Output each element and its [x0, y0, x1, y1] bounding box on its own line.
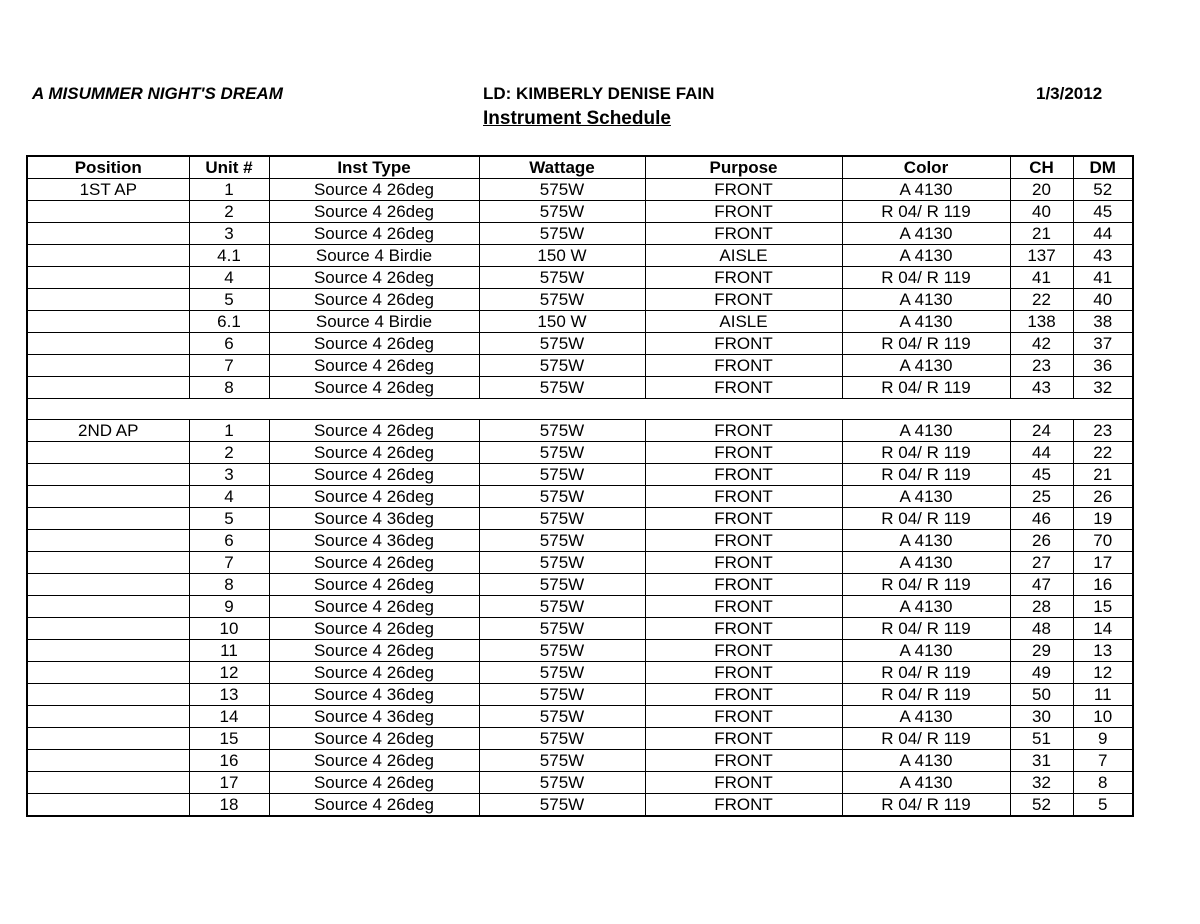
- cell-wattage: 575W: [479, 267, 645, 289]
- cell-purpose: FRONT: [645, 377, 842, 399]
- cell-purpose: FRONT: [645, 223, 842, 245]
- table-row: [27, 750, 1133, 772]
- cell-wattage: 575W: [479, 333, 645, 355]
- cell-wattage: 575W: [479, 355, 645, 377]
- cell-unit: 1: [189, 179, 269, 201]
- cell-purpose: FRONT: [645, 530, 842, 552]
- cell-color: A 4130: [842, 355, 1010, 377]
- cell-inst-type: Source 4 Birdie: [269, 311, 479, 333]
- cell-color: A 4130: [842, 420, 1010, 442]
- cell-inst-type: Source 4 26deg: [269, 552, 479, 574]
- cell-unit: 6: [189, 530, 269, 552]
- cell-ch: 23: [1010, 355, 1073, 377]
- table-row: [27, 464, 1133, 486]
- cell-dm: 21: [1073, 464, 1133, 486]
- spacer-cell: [27, 399, 1133, 420]
- cell-wattage: 575W: [479, 420, 645, 442]
- cell-color: R 04/ R 119: [842, 684, 1010, 706]
- cell-inst-type: Source 4 26deg: [269, 750, 479, 772]
- cell-position: [27, 662, 189, 684]
- cell-inst-type: Source 4 36deg: [269, 508, 479, 530]
- table-row: [27, 245, 1133, 267]
- cell-position: 2ND AP: [27, 420, 189, 442]
- col-wattage-header: Wattage: [479, 156, 645, 179]
- cell-position: [27, 596, 189, 618]
- table-row: [27, 552, 1133, 574]
- table-row: [27, 508, 1133, 530]
- cell-purpose: FRONT: [645, 267, 842, 289]
- cell-position: [27, 201, 189, 223]
- cell-dm: 15: [1073, 596, 1133, 618]
- cell-unit: 6: [189, 333, 269, 355]
- table-row: [27, 377, 1133, 399]
- cell-color: A 4130: [842, 530, 1010, 552]
- cell-color: R 04/ R 119: [842, 442, 1010, 464]
- header-row: [27, 156, 1133, 179]
- cell-ch: 47: [1010, 574, 1073, 596]
- cell-ch: 27: [1010, 552, 1073, 574]
- cell-ch: 29: [1010, 640, 1073, 662]
- cell-position: [27, 223, 189, 245]
- cell-ch: 41: [1010, 267, 1073, 289]
- cell-purpose: FRONT: [645, 442, 842, 464]
- cell-dm: 26: [1073, 486, 1133, 508]
- cell-wattage: 575W: [479, 442, 645, 464]
- table-row: [27, 794, 1133, 817]
- cell-purpose: FRONT: [645, 486, 842, 508]
- cell-purpose: FRONT: [645, 618, 842, 640]
- cell-inst-type: Source 4 26deg: [269, 640, 479, 662]
- cell-color: A 4130: [842, 552, 1010, 574]
- cell-inst-type: Source 4 26deg: [269, 333, 479, 355]
- cell-color: R 04/ R 119: [842, 267, 1010, 289]
- cell-ch: 31: [1010, 750, 1073, 772]
- cell-unit: 16: [189, 750, 269, 772]
- cell-wattage: 575W: [479, 223, 645, 245]
- table-row: [27, 574, 1133, 596]
- table-row: [27, 618, 1133, 640]
- cell-color: A 4130: [842, 311, 1010, 333]
- cell-color: R 04/ R 119: [842, 201, 1010, 223]
- cell-purpose: FRONT: [645, 706, 842, 728]
- cell-inst-type: Source 4 26deg: [269, 794, 479, 817]
- cell-position: [27, 684, 189, 706]
- cell-purpose: FRONT: [645, 574, 842, 596]
- cell-dm: 41: [1073, 267, 1133, 289]
- cell-purpose: FRONT: [645, 750, 842, 772]
- table-row: [27, 662, 1133, 684]
- cell-dm: 12: [1073, 662, 1133, 684]
- cell-inst-type: Source 4 26deg: [269, 574, 479, 596]
- col-inst-type-header: Inst Type: [269, 156, 479, 179]
- cell-purpose: AISLE: [645, 245, 842, 267]
- table-row: [27, 289, 1133, 311]
- cell-inst-type: Source 4 26deg: [269, 486, 479, 508]
- cell-purpose: FRONT: [645, 684, 842, 706]
- cell-inst-type: Source 4 26deg: [269, 464, 479, 486]
- section-spacer: [27, 399, 1133, 420]
- cell-dm: 8: [1073, 772, 1133, 794]
- cell-unit: 18: [189, 794, 269, 817]
- col-purpose-header: Purpose: [645, 156, 842, 179]
- cell-inst-type: Source 4 26deg: [269, 355, 479, 377]
- cell-position: [27, 640, 189, 662]
- cell-wattage: 575W: [479, 574, 645, 596]
- cell-ch: 45: [1010, 464, 1073, 486]
- cell-unit: 8: [189, 377, 269, 399]
- cell-dm: 22: [1073, 442, 1133, 464]
- cell-color: R 04/ R 119: [842, 728, 1010, 750]
- cell-dm: 40: [1073, 289, 1133, 311]
- cell-unit: 8: [189, 574, 269, 596]
- col-unit-header: Unit #: [189, 156, 269, 179]
- document-date: 1/3/2012: [1036, 84, 1103, 103]
- cell-inst-type: Source 4 26deg: [269, 662, 479, 684]
- table-row: [27, 684, 1133, 706]
- cell-color: R 04/ R 119: [842, 508, 1010, 530]
- cell-dm: 14: [1073, 618, 1133, 640]
- cell-ch: 28: [1010, 596, 1073, 618]
- cell-unit: 11: [189, 640, 269, 662]
- cell-color: R 04/ R 119: [842, 333, 1010, 355]
- cell-wattage: 575W: [479, 772, 645, 794]
- cell-inst-type: Source 4 26deg: [269, 223, 479, 245]
- cell-ch: 50: [1010, 684, 1073, 706]
- cell-dm: 7: [1073, 750, 1133, 772]
- cell-unit: 14: [189, 706, 269, 728]
- cell-ch: 30: [1010, 706, 1073, 728]
- cell-position: [27, 618, 189, 640]
- cell-purpose: FRONT: [645, 179, 842, 201]
- cell-position: [27, 574, 189, 596]
- cell-color: A 4130: [842, 706, 1010, 728]
- table-row: [27, 486, 1133, 508]
- cell-position: [27, 311, 189, 333]
- cell-dm: 5: [1073, 794, 1133, 817]
- cell-ch: 43: [1010, 377, 1073, 399]
- cell-dm: 36: [1073, 355, 1133, 377]
- cell-position: [27, 245, 189, 267]
- table-row: [27, 333, 1133, 355]
- cell-unit: 12: [189, 662, 269, 684]
- table-row: [27, 728, 1133, 750]
- cell-unit: 9: [189, 596, 269, 618]
- cell-dm: 45: [1073, 201, 1133, 223]
- cell-position: [27, 706, 189, 728]
- lighting-designer: LD: KIMBERLY DENISE FAIN: [483, 84, 715, 103]
- cell-unit: 4: [189, 486, 269, 508]
- cell-purpose: AISLE: [645, 311, 842, 333]
- cell-inst-type: Source 4 Birdie: [269, 245, 479, 267]
- cell-ch: 20: [1010, 179, 1073, 201]
- cell-wattage: 575W: [479, 179, 645, 201]
- cell-purpose: FRONT: [645, 333, 842, 355]
- cell-unit: 2: [189, 442, 269, 464]
- cell-purpose: FRONT: [645, 552, 842, 574]
- cell-purpose: FRONT: [645, 464, 842, 486]
- cell-position: [27, 267, 189, 289]
- cell-color: A 4130: [842, 245, 1010, 267]
- cell-wattage: 575W: [479, 289, 645, 311]
- table-row: [27, 179, 1133, 201]
- cell-color: A 4130: [842, 179, 1010, 201]
- cell-dm: 37: [1073, 333, 1133, 355]
- cell-inst-type: Source 4 26deg: [269, 179, 479, 201]
- cell-color: A 4130: [842, 486, 1010, 508]
- cell-wattage: 150 W: [479, 245, 645, 267]
- cell-purpose: FRONT: [645, 662, 842, 684]
- cell-ch: 40: [1010, 201, 1073, 223]
- cell-ch: 51: [1010, 728, 1073, 750]
- cell-unit: 13: [189, 684, 269, 706]
- table-row: [27, 311, 1133, 333]
- show-title: A MISUMMER NIGHT'S DREAM: [32, 84, 283, 103]
- cell-wattage: 575W: [479, 464, 645, 486]
- cell-ch: 24: [1010, 420, 1073, 442]
- table-row: [27, 772, 1133, 794]
- cell-wattage: 575W: [479, 750, 645, 772]
- cell-position: [27, 377, 189, 399]
- cell-ch: 44: [1010, 442, 1073, 464]
- cell-unit: 3: [189, 464, 269, 486]
- cell-inst-type: Source 4 26deg: [269, 420, 479, 442]
- cell-dm: 19: [1073, 508, 1133, 530]
- cell-unit: 5: [189, 289, 269, 311]
- cell-purpose: FRONT: [645, 420, 842, 442]
- cell-ch: 49: [1010, 662, 1073, 684]
- cell-position: [27, 442, 189, 464]
- cell-unit: 7: [189, 355, 269, 377]
- col-color-header: Color: [842, 156, 1010, 179]
- col-ch-header: CH: [1010, 156, 1073, 179]
- cell-dm: 11: [1073, 684, 1133, 706]
- cell-color: R 04/ R 119: [842, 794, 1010, 817]
- cell-unit: 6.1: [189, 311, 269, 333]
- cell-dm: 10: [1073, 706, 1133, 728]
- cell-inst-type: Source 4 26deg: [269, 267, 479, 289]
- cell-position: [27, 772, 189, 794]
- table-row: [27, 442, 1133, 464]
- cell-wattage: 575W: [479, 508, 645, 530]
- cell-unit: 1: [189, 420, 269, 442]
- cell-unit: 4: [189, 267, 269, 289]
- cell-wattage: 575W: [479, 486, 645, 508]
- cell-wattage: 575W: [479, 706, 645, 728]
- cell-dm: 44: [1073, 223, 1133, 245]
- cell-color: A 4130: [842, 223, 1010, 245]
- cell-inst-type: Source 4 36deg: [269, 530, 479, 552]
- cell-purpose: FRONT: [645, 640, 842, 662]
- cell-ch: 21: [1010, 223, 1073, 245]
- cell-wattage: 150 W: [479, 311, 645, 333]
- cell-position: 1ST AP: [27, 179, 189, 201]
- cell-position: [27, 486, 189, 508]
- table-row: [27, 420, 1133, 442]
- cell-position: [27, 355, 189, 377]
- cell-wattage: 575W: [479, 530, 645, 552]
- table-row: [27, 223, 1133, 245]
- cell-wattage: 575W: [479, 618, 645, 640]
- cell-wattage: 575W: [479, 201, 645, 223]
- cell-color: R 04/ R 119: [842, 464, 1010, 486]
- cell-position: [27, 794, 189, 817]
- table-row: [27, 267, 1133, 289]
- cell-wattage: 575W: [479, 684, 645, 706]
- cell-purpose: FRONT: [645, 794, 842, 817]
- cell-unit: 2: [189, 201, 269, 223]
- cell-color: A 4130: [842, 289, 1010, 311]
- cell-position: [27, 508, 189, 530]
- cell-position: [27, 333, 189, 355]
- cell-unit: 4.1: [189, 245, 269, 267]
- cell-ch: 42: [1010, 333, 1073, 355]
- cell-purpose: FRONT: [645, 728, 842, 750]
- cell-inst-type: Source 4 26deg: [269, 596, 479, 618]
- cell-position: [27, 464, 189, 486]
- cell-inst-type: Source 4 26deg: [269, 201, 479, 223]
- table-row: [27, 530, 1133, 552]
- cell-unit: 3: [189, 223, 269, 245]
- cell-inst-type: Source 4 26deg: [269, 442, 479, 464]
- col-position-header: Position: [27, 156, 189, 179]
- cell-ch: 22: [1010, 289, 1073, 311]
- instrument-schedule-table: [26, 155, 1134, 817]
- table-body: [27, 179, 1133, 817]
- cell-ch: 26: [1010, 530, 1073, 552]
- cell-ch: 52: [1010, 794, 1073, 817]
- cell-purpose: FRONT: [645, 201, 842, 223]
- cell-dm: 32: [1073, 377, 1133, 399]
- cell-wattage: 575W: [479, 794, 645, 817]
- cell-color: R 04/ R 119: [842, 574, 1010, 596]
- cell-inst-type: Source 4 36deg: [269, 706, 479, 728]
- cell-unit: 10: [189, 618, 269, 640]
- cell-dm: 23: [1073, 420, 1133, 442]
- cell-dm: 52: [1073, 179, 1133, 201]
- cell-color: R 04/ R 119: [842, 618, 1010, 640]
- cell-ch: 138: [1010, 311, 1073, 333]
- cell-purpose: FRONT: [645, 508, 842, 530]
- cell-inst-type: Source 4 36deg: [269, 684, 479, 706]
- cell-dm: 13: [1073, 640, 1133, 662]
- cell-inst-type: Source 4 26deg: [269, 377, 479, 399]
- cell-purpose: FRONT: [645, 596, 842, 618]
- table-row: [27, 596, 1133, 618]
- cell-wattage: 575W: [479, 552, 645, 574]
- cell-position: [27, 289, 189, 311]
- table-row: [27, 640, 1133, 662]
- cell-ch: 137: [1010, 245, 1073, 267]
- cell-position: [27, 750, 189, 772]
- cell-ch: 25: [1010, 486, 1073, 508]
- cell-dm: 17: [1073, 552, 1133, 574]
- cell-purpose: FRONT: [645, 772, 842, 794]
- cell-wattage: 575W: [479, 662, 645, 684]
- cell-unit: 7: [189, 552, 269, 574]
- cell-color: R 04/ R 119: [842, 662, 1010, 684]
- cell-wattage: 575W: [479, 728, 645, 750]
- cell-inst-type: Source 4 26deg: [269, 772, 479, 794]
- col-dm-header: DM: [1073, 156, 1133, 179]
- cell-color: A 4130: [842, 640, 1010, 662]
- document-subtitle: Instrument Schedule: [483, 108, 671, 129]
- cell-purpose: FRONT: [645, 289, 842, 311]
- cell-inst-type: Source 4 26deg: [269, 728, 479, 750]
- cell-purpose: FRONT: [645, 355, 842, 377]
- cell-unit: 15: [189, 728, 269, 750]
- cell-color: A 4130: [842, 750, 1010, 772]
- cell-position: [27, 728, 189, 750]
- table-row: [27, 201, 1133, 223]
- cell-position: [27, 552, 189, 574]
- cell-wattage: 575W: [479, 596, 645, 618]
- cell-inst-type: Source 4 26deg: [269, 618, 479, 640]
- cell-ch: 46: [1010, 508, 1073, 530]
- cell-inst-type: Source 4 26deg: [269, 289, 479, 311]
- cell-wattage: 575W: [479, 377, 645, 399]
- cell-position: [27, 530, 189, 552]
- cell-dm: 9: [1073, 728, 1133, 750]
- cell-color: A 4130: [842, 596, 1010, 618]
- table-row: [27, 355, 1133, 377]
- cell-dm: 43: [1073, 245, 1133, 267]
- cell-unit: 5: [189, 508, 269, 530]
- cell-dm: 70: [1073, 530, 1133, 552]
- cell-dm: 38: [1073, 311, 1133, 333]
- cell-dm: 16: [1073, 574, 1133, 596]
- cell-ch: 48: [1010, 618, 1073, 640]
- table-row: [27, 706, 1133, 728]
- cell-color: A 4130: [842, 772, 1010, 794]
- cell-wattage: 575W: [479, 640, 645, 662]
- cell-ch: 32: [1010, 772, 1073, 794]
- cell-color: R 04/ R 119: [842, 377, 1010, 399]
- cell-unit: 17: [189, 772, 269, 794]
